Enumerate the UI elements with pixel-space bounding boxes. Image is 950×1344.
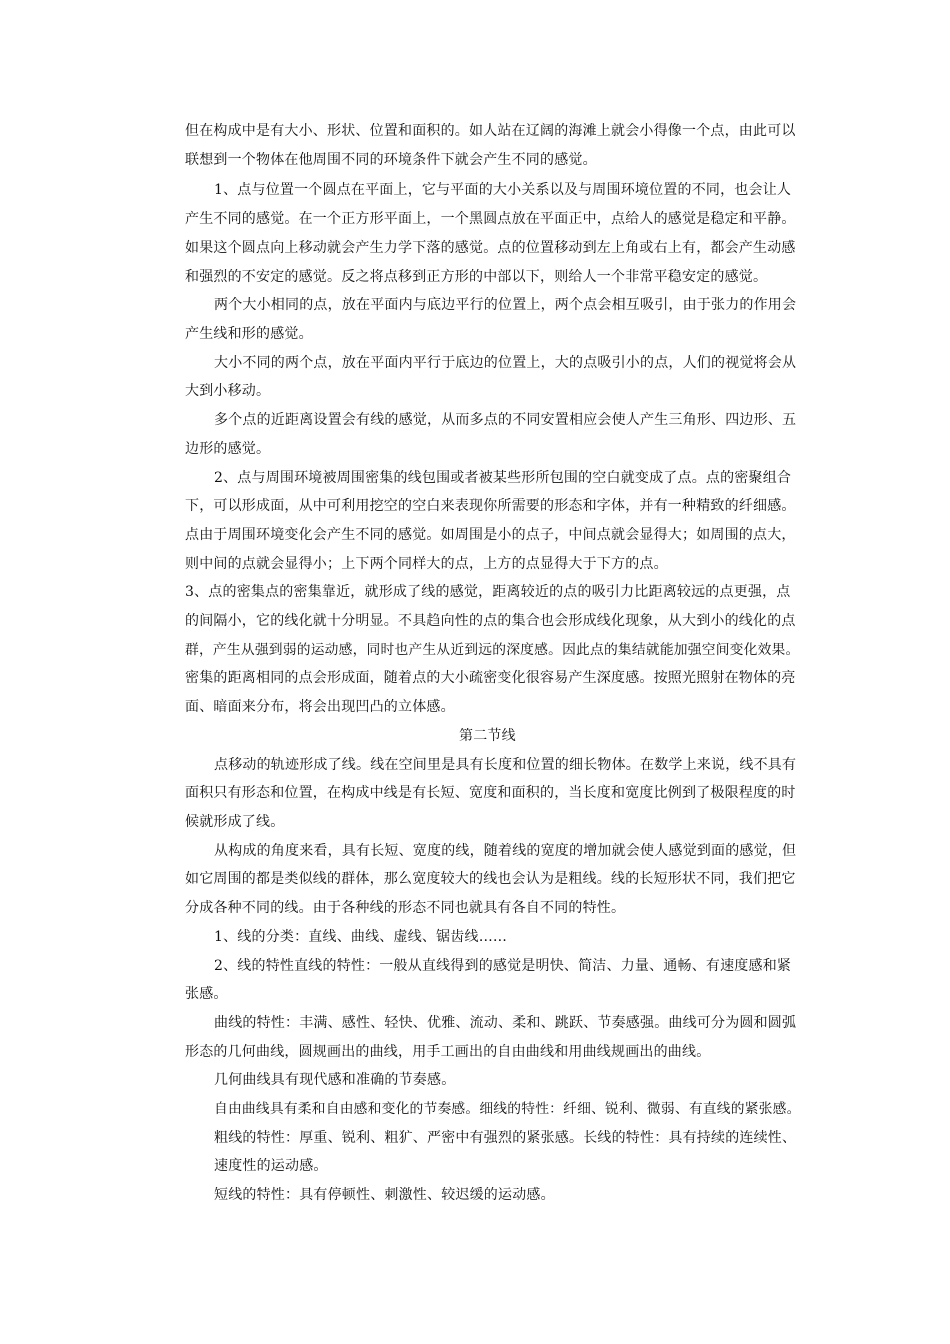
text-line: 2、线的特性直线的特性：一般从直线得到的感觉是明快、简洁、力量、通畅、有速度感和紧 [214,958,792,974]
text-line: 和强烈的不安定的感觉。反之将点移到正方形的中部以下，则给人一个非常平稳安定的感觉。 [185,269,768,285]
text-line: 点由于周围环境变化会产生不同的感觉。如周围是小的点子，中间点就会显得大；如周围的点大， [185,527,796,543]
text-line: 从构成的角度来看，具有长短、宽度的线，随着线的宽度的增加就会使人感觉到面的感觉，但 [214,843,797,859]
text-line: 多个点的近距离设置会有线的感觉，从而多点的不同安置相应会使人产生三角形、四边形、五 [214,412,797,428]
text-line: 2、点与周围环境被周围密集的线包围或者被某些形所包围的空白就变成了点。点的密聚组合 [214,470,792,486]
text-line: 大到小移动。 [185,383,271,399]
text-line: 几何曲线具有现代感和准确的节奏感。 [214,1072,456,1088]
section-heading: 第二节线 [459,728,516,744]
text-line: 1、点与位置一个圆点在平面上，它与平面的大小关系以及与周围环境位置的不同，也会让人 [214,182,792,198]
text-line: 的间隔小，它的线化就十分明显。不具趋向性的点的集合也会形成线化现象，从大到小的线化的点 [185,613,796,629]
text-line: 产生不同的感觉。在一个正方形平面上，一个黑圆点放在平面正中，点给人的感觉是稳定和平静。 [185,211,796,227]
text-line: 则中间的点就会显得小；上下两个同样大的点，上方的点显得大于下方的点。 [185,556,668,572]
text-line: 联想到一个物体在他周围不同的环境条件下就会产生不同的感觉。 [185,152,597,168]
text-line: 速度性的运动感。 [214,1158,328,1174]
text-line: 密集的距离相同的点会形成面，随着点的大小疏密变化很容易产生深度感。按照光照射在物体的亮 [185,670,796,686]
text-line: 短线的特性：具有停顿性、刺激性、较迟缓的运动感。 [214,1187,555,1203]
text-line: 1、线的分类：直线、曲线、虚线、锯齿线…… [214,929,508,945]
text-line: 张感。 [185,986,228,1002]
text-line: 粗线的特性：厚重、锐利、粗犷、严密中有强烈的紧张感。长线的特性：具有持续的连续性、 [214,1130,797,1146]
text-line: 3、点的密集点的密集靠近，就形成了线的感觉，距离较近的点的吸引力比距离较远的点更强，点 [185,584,791,600]
text-line: 形态的几何曲线，圆规画出的曲线，用手工画出的自由曲线和用曲线规画出的曲线。 [185,1044,711,1060]
text-line: 曲线的特性：丰满、感性、轻快、优雅、流动、柔和、跳跃、节奏感强。曲线可分为圆和圆弧 [214,1015,797,1031]
text-line: 大小不同的两个点，放在平面内平行于底边的位置上，大的点吸引小的点，人们的视觉将会从 [214,355,797,371]
text-line: 候就形成了线。 [185,814,285,830]
text-line: 如它周围的都是类似线的群体，那么宽度较大的线也会认为是粗线。线的长短形状不同，我们把它 [185,871,796,887]
text-line: 群，产生从强到弱的运动感，同时也产生从近到远的深度感。因此点的集结就能加强空间变化效果。 [185,642,800,658]
text-line: 边形的感觉。 [185,441,271,457]
text-line: 但在构成中是有大小、形状、位置和面积的。如人站在辽阔的海滩上就会小得像一个点，由此可以 [185,123,796,139]
text-line: 分成各种不同的线。由于各种线的形态不同也就具有各自不同的特性。 [185,900,626,916]
text-line: 面、暗面来分布，将会出现凹凸的立体感。 [185,699,455,715]
text-line: 点移动的轨迹形成了线。线在空间里是具有长度和位置的细长物体。在数学上来说，线不具有 [214,757,797,773]
text-line: 面积只有形态和位置，在构成中线是有长短、宽度和面积的，当长度和宽度比例到了极限程度的时 [185,785,796,801]
text-line: 下，可以形成面，从中可利用挖空的空白来表现你所需要的形态和字体，并有一种精致的纤细感。 [185,498,796,514]
text-line: 产生线和形的感觉。 [185,326,313,342]
text-line: 两个大小相同的点，放在平面内与底边平行的位置上，两个点会相互吸引，由于张力的作用会 [214,297,797,313]
text-line: 如果这个圆点向上移动就会产生力学下落的感觉。点的位置移动到左上角或右上有，都会产生动感 [185,240,796,256]
text-line: 自由曲线具有柔和自由感和变化的节奏感。细线的特性：纤细、锐利、微弱、有直线的紧张感。 [214,1101,801,1117]
